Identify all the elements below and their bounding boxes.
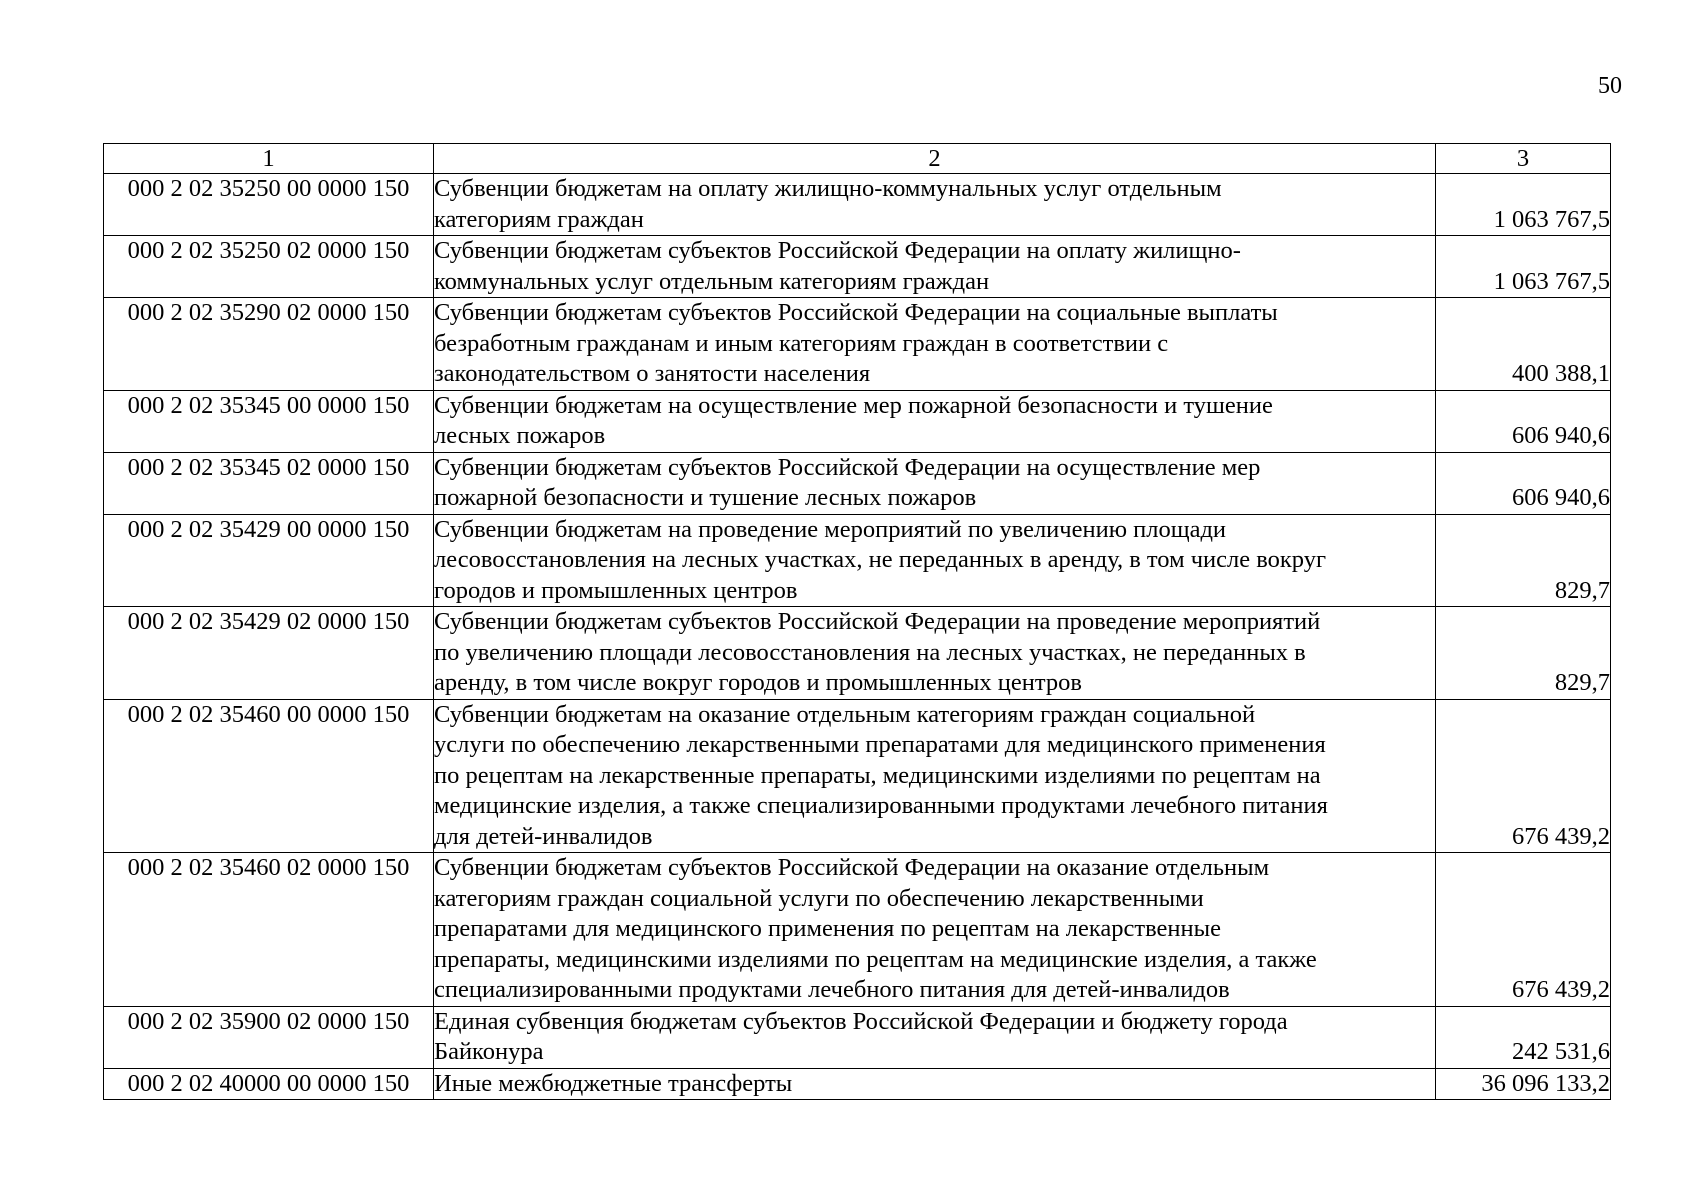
table-header [104, 144, 1611, 174]
budget-code-cell: 000 2 02 35460 00 0000 150 [104, 699, 434, 853]
description-cell [434, 1068, 1436, 1100]
description-cell [434, 699, 1436, 853]
description-line: Субвенции бюджетам субъектов Российской Федерации на социальные выплаты [434, 299, 1278, 326]
description-line: городов и промышленных центров [434, 576, 798, 604]
column-header-code: 1 [104, 144, 434, 174]
amount-cell: 242 531,6 [1436, 1006, 1611, 1068]
description-line: лесных пожаров [434, 422, 606, 449]
description-cell [434, 174, 1436, 236]
description-line: по увеличению площади лесовосстановления на лесных участках, не переданных в [434, 638, 1306, 666]
description-line: Субвенции бюджетам на оказание отдельным категориям граждан социальной [434, 700, 1256, 728]
amount-cell: 676 439,2 [1436, 853, 1611, 1007]
description-cell [434, 853, 1436, 1007]
table-row [104, 390, 1611, 452]
description-line: коммунальных услуг отдельным категориям граждан [434, 267, 990, 295]
description-line: Иные межбюджетные трансферты [434, 1069, 793, 1097]
amount-cell: 829,7 [1436, 514, 1611, 607]
table-row [104, 514, 1611, 607]
amount-cell: 1 063 767,5 [1436, 236, 1611, 298]
description-line: лесовосстановления на лесных участках, не переданных в аренду, в том числе вокруг [434, 546, 1327, 573]
amount-cell: 676 439,2 [1436, 699, 1611, 853]
description-line: пожарной безопасности и тушение лесных пожаров [434, 484, 977, 511]
description-cell [434, 236, 1436, 298]
description-line: медицинские изделия, а также специализированными продуктами лечебного питания [434, 792, 1328, 819]
amount-cell: 400 388,1 [1436, 298, 1611, 391]
budget-code-cell: 000 2 02 35345 02 0000 150 [104, 452, 434, 514]
description-cell [434, 452, 1436, 514]
page-number: 50 [1598, 73, 1622, 99]
description-cell [434, 514, 1436, 607]
amount-cell: 829,7 [1436, 607, 1611, 700]
table-row [104, 236, 1611, 298]
description-line: для детей-инвалидов [434, 822, 653, 850]
budget-code-cell: 000 2 02 35460 02 0000 150 [104, 853, 434, 1007]
description-line: Субвенции бюджетам субъектов Российской Федерации на оплату жилищно- [434, 237, 1241, 264]
budget-code-cell: 000 2 02 40000 00 0000 150 [104, 1068, 434, 1100]
column-header-amount: 3 [1436, 144, 1611, 174]
description-line: Субвенции бюджетам на проведение мероприятий по увеличению площади [434, 515, 1227, 543]
budget-code-cell: 000 2 02 35345 00 0000 150 [104, 390, 434, 452]
description-line: Субвенции бюджетам субъектов Российской Федерации на проведение мероприятий [434, 608, 1321, 635]
table-row [104, 452, 1611, 514]
description-line: Единая субвенция бюджетам субъектов Российской Федерации и бюджету города [434, 1007, 1288, 1035]
table-body [104, 174, 1611, 1100]
table-row [104, 699, 1611, 853]
description-line: услуги по обеспечению лекарственными препаратами для медицинского применения [434, 731, 1326, 758]
description-line: Субвенции бюджетам на осуществление мер пожарной безопасности и тушение [434, 391, 1273, 419]
description-cell [434, 298, 1436, 391]
table-row [104, 1006, 1611, 1068]
budget-code-cell: 000 2 02 35250 02 0000 150 [104, 236, 434, 298]
budget-code-cell: 000 2 02 35250 00 0000 150 [104, 174, 434, 236]
table-row [104, 607, 1611, 700]
description-line: Субвенции бюджетам субъектов Российской Федерации на осуществление мер [434, 453, 1261, 481]
description-line: препаратами для медицинского применения по рецептам на лекарственные [434, 915, 1221, 942]
description-cell [434, 1006, 1436, 1068]
budget-code-cell: 000 2 02 35290 02 0000 150 [104, 298, 434, 391]
budget-table [103, 143, 1611, 1100]
table-row [104, 1068, 1611, 1100]
description-line: законодательством о занятости населения [434, 360, 871, 387]
description-line: Субвенции бюджетам субъектов Российской Федерации на оказание отдельным [434, 854, 1270, 881]
description-line: безработным гражданам и иным категориям граждан в соответствии с [434, 329, 1169, 357]
description-line: Байконура [434, 1038, 544, 1065]
amount-cell: 606 940,6 [1436, 390, 1611, 452]
description-cell [434, 607, 1436, 700]
description-line: препараты, медицинскими изделиями по рецептам на медицинские изделия, а также [434, 945, 1317, 973]
budget-code-cell: 000 2 02 35429 00 0000 150 [104, 514, 434, 607]
amount-cell: 36 096 133,2 [1436, 1068, 1611, 1100]
description-line: категориям граждан социальной услуги по обеспечению лекарственными [434, 884, 1204, 912]
description-line: Субвенции бюджетам на оплату жилищно-коммунальных услуг отдельным [434, 175, 1222, 202]
description-cell [434, 390, 1436, 452]
budget-code-cell: 000 2 02 35900 02 0000 150 [104, 1006, 434, 1068]
header-row [104, 144, 1611, 174]
budget-code-cell: 000 2 02 35429 02 0000 150 [104, 607, 434, 700]
amount-cell: 606 940,6 [1436, 452, 1611, 514]
table-row [104, 298, 1611, 391]
table-row [104, 853, 1611, 1007]
description-line: категориям граждан [434, 205, 644, 233]
description-line: аренду, в том числе вокруг городов и промышленных центров [434, 669, 1082, 696]
amount-cell: 1 063 767,5 [1436, 174, 1611, 236]
column-header-description: 2 [434, 144, 1436, 174]
description-line: по рецептам на лекарственные препараты, медицинскими изделиями по рецептам на [434, 761, 1321, 789]
description-line: специализированными продуктами лечебного питания для детей-инвалидов [434, 976, 1230, 1003]
table-row [104, 174, 1611, 236]
